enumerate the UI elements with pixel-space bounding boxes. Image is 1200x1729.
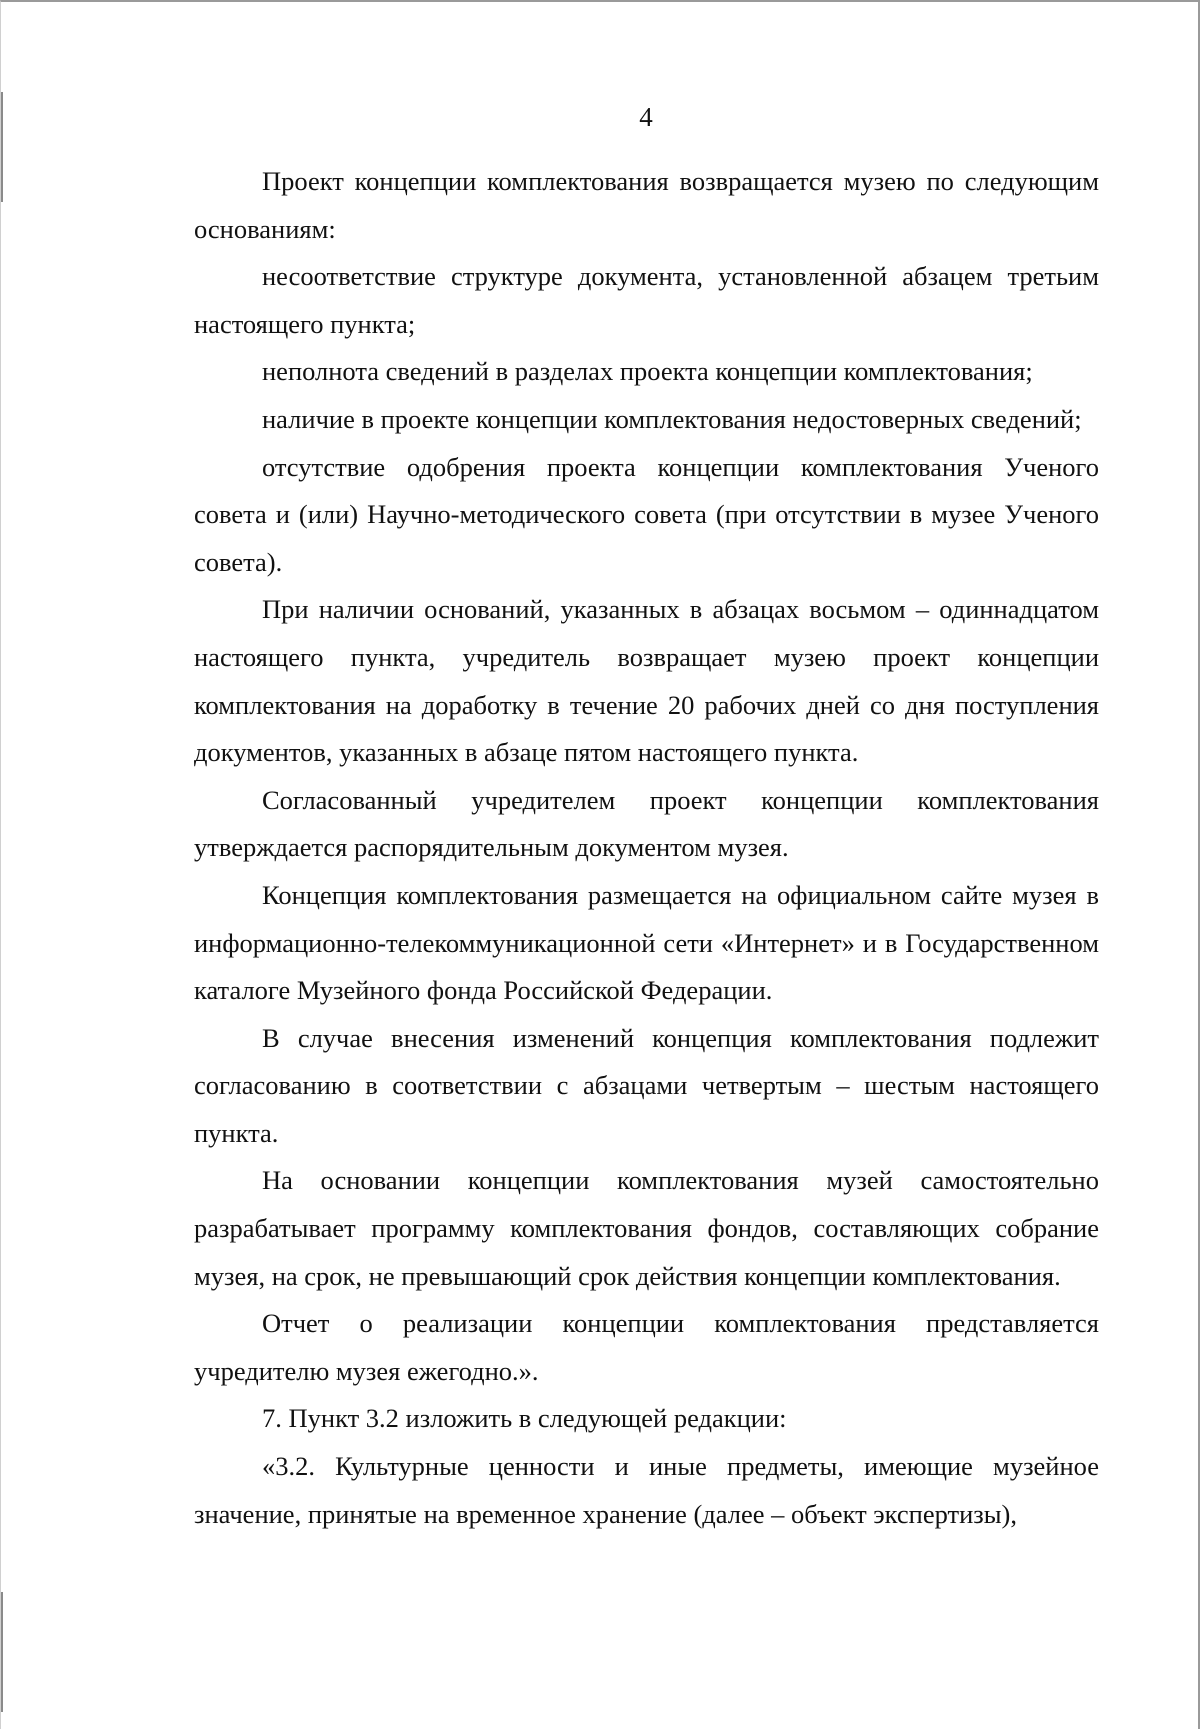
paragraph: несоответствие структуре документа, установленной абзацем третьим настоящего пункта; [194,261,1099,339]
document-body [194,158,1099,1538]
paragraph: неполнота сведений в разделах проекта концепции комплектования; [262,356,1033,387]
paragraph: При наличии оснований, указанных в абзацах восьмом – одиннадцатом настоящего пункта, учредитель возвращает музею проект концепции комплектования на доработку в течение 20 рабочих дней со дня поступления документов, указанных в абзаце пятом настоящего пункта. [194,594,1099,768]
paragraph: «3.2. Культурные ценности и иные предметы, имеющие музейное значение, принятые на временное хранение (далее – объект экспертизы), [194,1451,1099,1529]
scan-edge-mark [1,1592,3,1712]
paragraph: 7. Пункт 3.2 изложить в следующей редакции: [262,1403,787,1434]
paragraph: На основании концепции комплектования музей самостоятельно разрабатывает программу комплектования фондов, составляющих собрание музея, на срок, не превышающий срок действия концепции комплектования. [194,1165,1099,1291]
paragraph: наличие в проекте концепции комплектования недостоверных сведений; [262,403,1082,434]
paragraph: Концепция комплектования размещается на официальном сайте музея в информационно-телекоммуникационной сети «Интернет» и в Государственном каталоге Музейного фонда Российской Федерации. [194,879,1099,1006]
page-number: 4 [639,102,653,132]
paragraph: В случае внесения изменений концепция комплектования подлежит согласованию в соответствии с абзацами четвертым – шестым настоящего пункта. [194,1022,1099,1148]
paragraph: Отчет о реализации концепции комплектования представляется учредителю музея ежегодно.». [194,1308,1099,1386]
paragraph: отсутствие одобрения проекта концепции комплектования Ученого совета и (или) Научно-методического совета (при отсутствии в музее Ученого совета). [194,451,1099,577]
paragraph: Проект концепции комплектования возвращается музею по следующим основаниям: [194,166,1099,244]
paragraph: Согласованный учредителем проект концепции комплектования утверждается распорядительным документом музея. [194,784,1099,863]
